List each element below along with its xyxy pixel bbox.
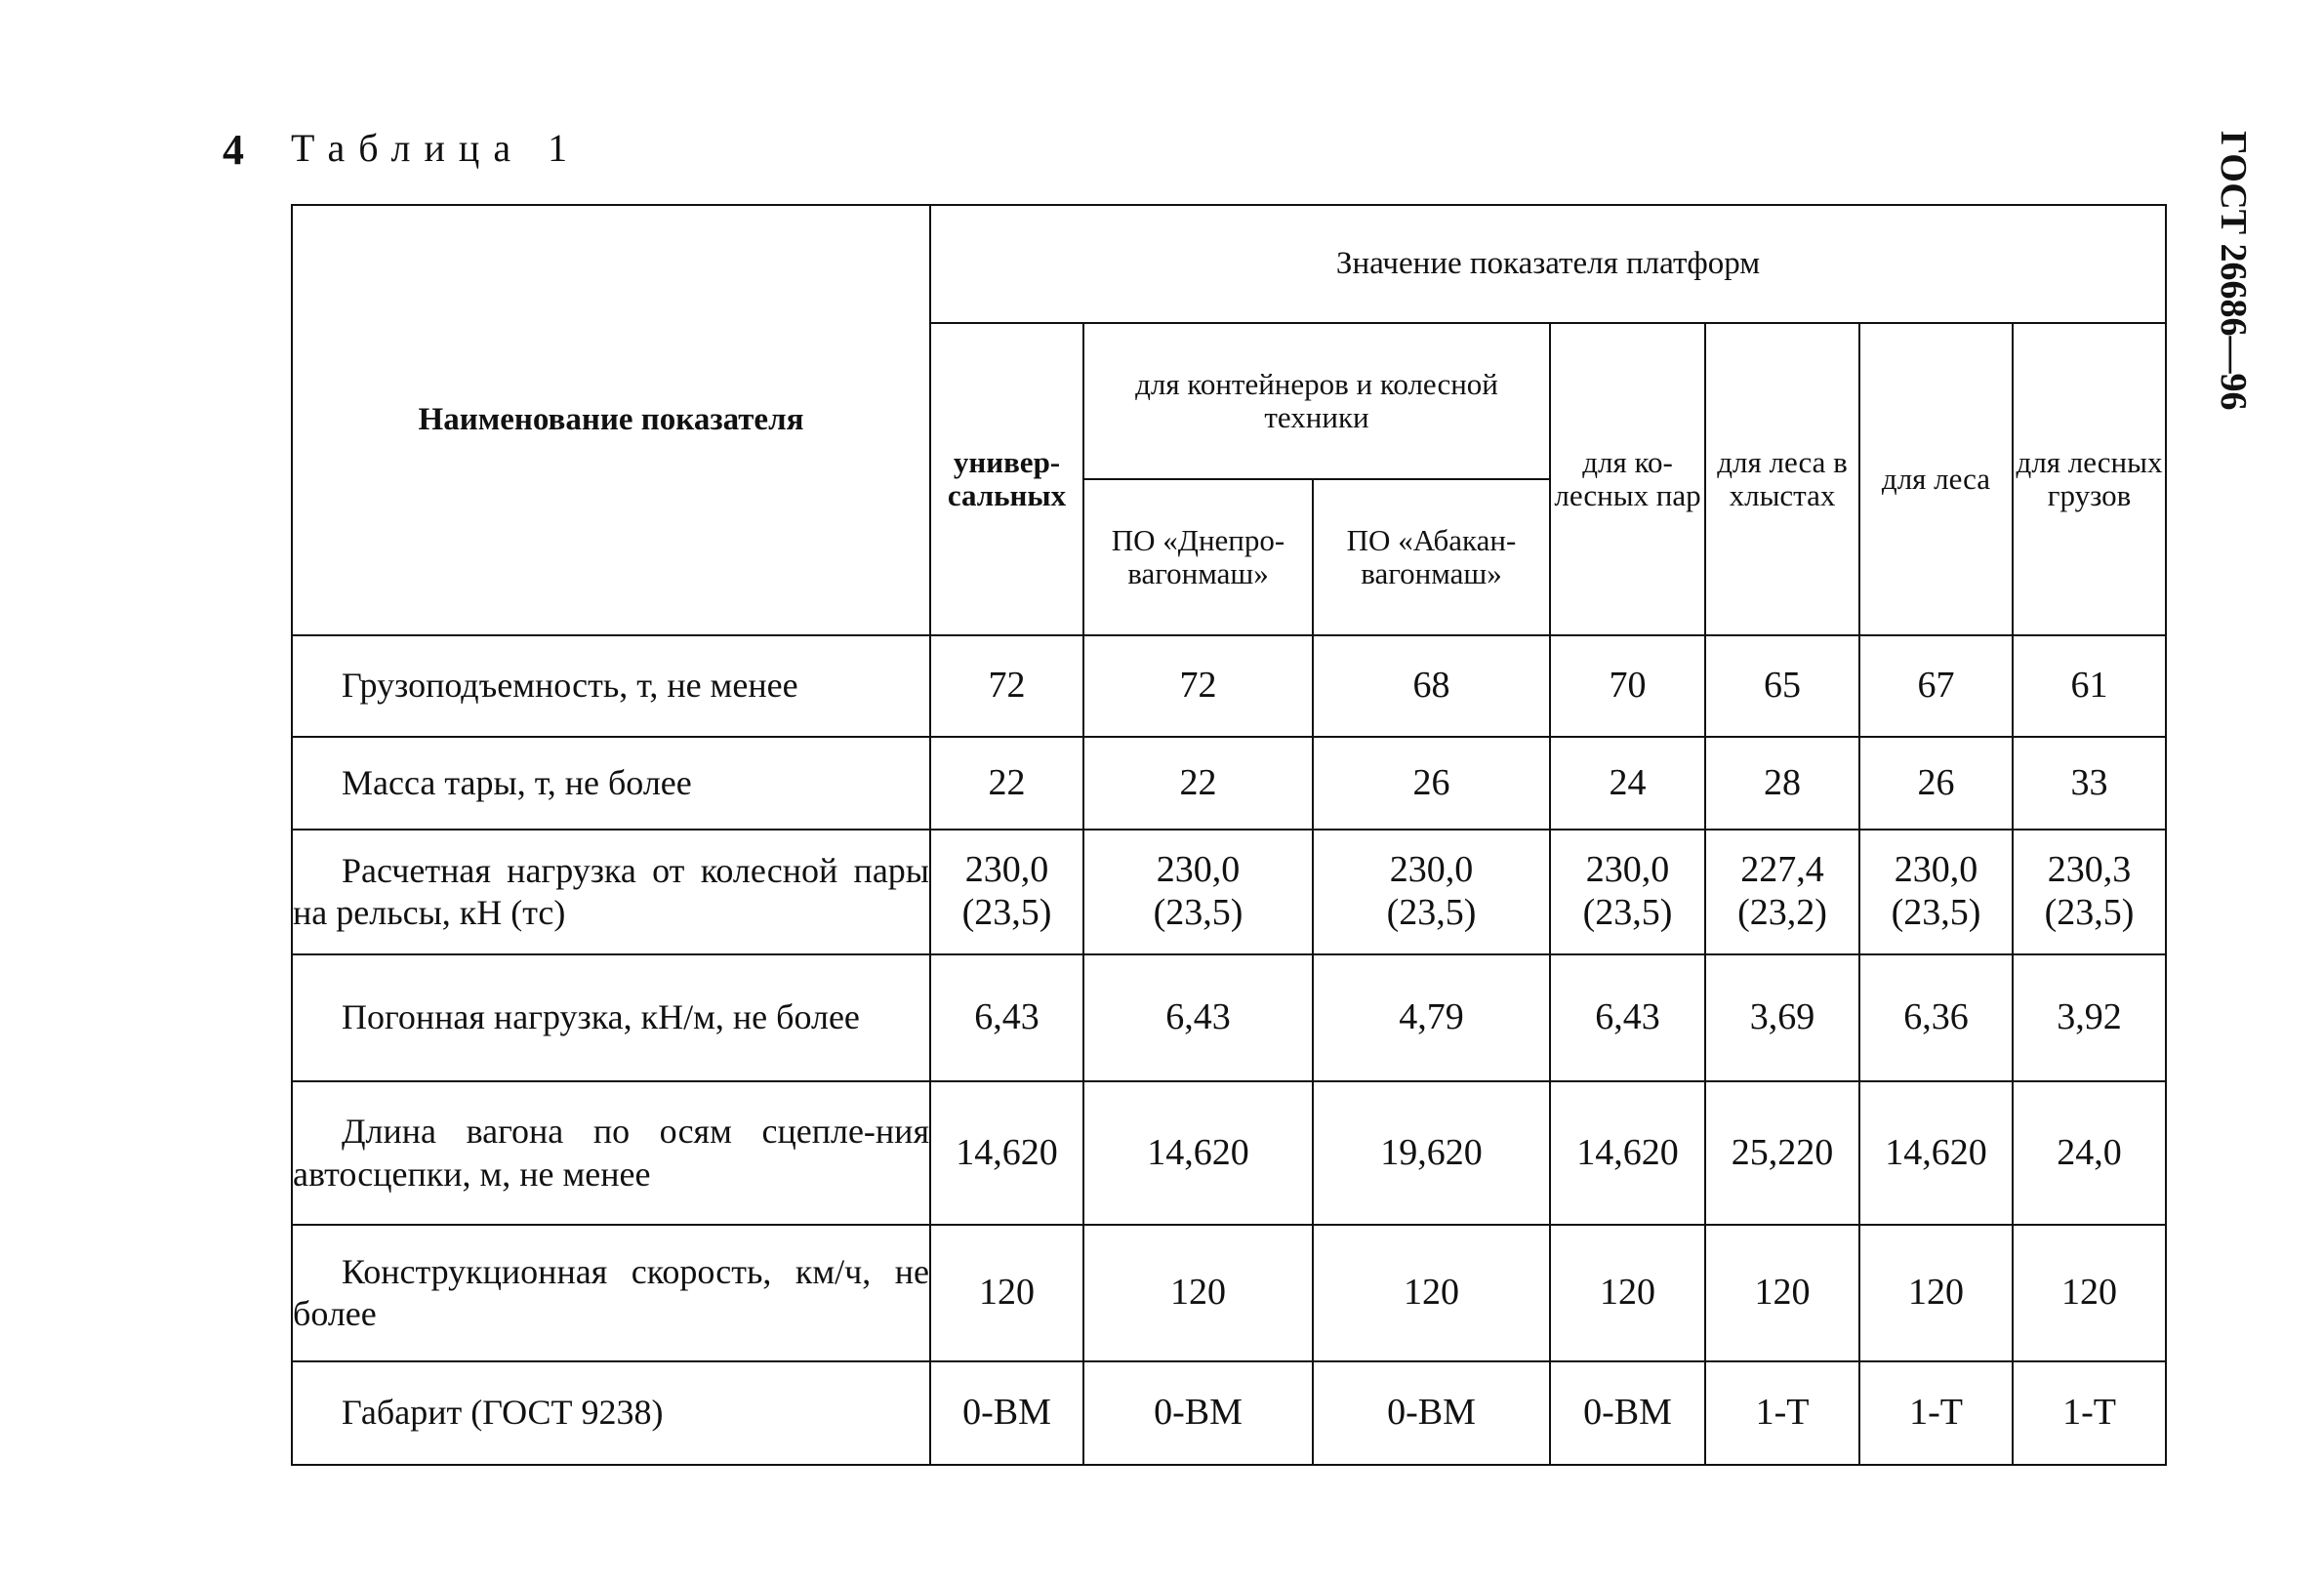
table-cell: 14,620 [930, 1081, 1083, 1225]
table-cell [1083, 830, 1313, 954]
table-cell: 14,620 [1083, 1081, 1313, 1225]
row-label-text: Длина вагона по осям сцепле-ния автосцепки, м, не менее [293, 1112, 929, 1194]
table-cell: 6,43 [930, 954, 1083, 1081]
table-cell: 0-ВМ [930, 1361, 1083, 1465]
table-cell: 0-ВМ [1550, 1361, 1705, 1465]
table-cell: 1-Т [2013, 1361, 2166, 1465]
cell-value-line: (23,5) [1386, 892, 1477, 933]
table-cell: 1-Т [1705, 1361, 1859, 1465]
table-row [292, 1081, 2166, 1225]
table-cell: 24 [1550, 737, 1705, 830]
cell-value-line: (23,5) [961, 892, 1052, 933]
row-label-text: Конструкционная скорость, км/ч, не более [293, 1251, 929, 1333]
table-cell: 26 [1859, 737, 2013, 830]
table-row [292, 1225, 2166, 1361]
header-forest-cargo: для лесных грузов [2013, 323, 2166, 635]
table-row [292, 737, 2166, 830]
table-cell [930, 830, 1083, 954]
header-whole-trees: для леса в хлыстах [1705, 323, 1859, 635]
table-cell: 0-ВМ [1083, 1361, 1313, 1465]
table-cell: 120 [930, 1225, 1083, 1361]
header-platform-values: Значение показателя платформ [930, 205, 2166, 323]
indicators-table [291, 204, 2167, 1466]
table-caption: Таблица 1 [291, 126, 582, 170]
table-cell [1550, 830, 1705, 954]
cell-value-line: (23,5) [2044, 892, 2135, 933]
cell-value-line: (23,5) [1582, 892, 1673, 933]
row-label [292, 737, 930, 830]
table-cell [1859, 830, 2013, 954]
table-cell [1705, 830, 1859, 954]
table-row [292, 830, 2166, 954]
header-dnepro: ПО «Днепро-вагонмаш» [1083, 479, 1313, 635]
cell-value-line: 227,4 [1740, 849, 1824, 891]
header-universal: универ-сальных [930, 323, 1083, 635]
table-cell: 72 [1083, 635, 1313, 737]
table-row [292, 1361, 2166, 1465]
row-label-text: Погонная нагрузка, кН/м, не более [342, 997, 860, 1037]
table-cell: 120 [1859, 1225, 2013, 1361]
header-wheelsets: для ко-лесных пар [1550, 323, 1705, 635]
table-cell: 22 [930, 737, 1083, 830]
table-cell: 120 [1313, 1225, 1550, 1361]
cell-value-line: 230,0 [1894, 849, 1978, 891]
table-header [292, 205, 2166, 635]
cell-value-line: 230,0 [1585, 849, 1670, 891]
table-cell: 19,620 [1313, 1081, 1550, 1225]
row-label [292, 635, 930, 737]
cell-value-line: (23,5) [1153, 892, 1244, 933]
table-cell: 6,36 [1859, 954, 2013, 1081]
table-cell: 33 [2013, 737, 2166, 830]
table-cell [1313, 830, 1550, 954]
cell-value-line: (23,2) [1737, 892, 1827, 933]
table-cell: 120 [2013, 1225, 2166, 1361]
row-label-text: Грузоподъемность, т, не менее [342, 666, 798, 706]
table-cell: 65 [1705, 635, 1859, 737]
table-cell: 24,0 [2013, 1081, 2166, 1225]
page-number: 4 [223, 126, 244, 174]
cell-value-line: 230,3 [2047, 849, 2132, 891]
table-row [292, 635, 2166, 737]
table-cell: 6,43 [1550, 954, 1705, 1081]
row-label [292, 1361, 930, 1465]
row-label [292, 1225, 930, 1361]
header-indicator-name: Наименование показателя [292, 205, 930, 635]
cell-value-line: 230,0 [1389, 849, 1474, 891]
standard-label-vertical [2196, 131, 2274, 424]
header-timber: для леса [1859, 323, 2013, 635]
row-label [292, 954, 930, 1081]
table-cell: 72 [930, 635, 1083, 737]
table-cell: 61 [2013, 635, 2166, 737]
row-label-text: Масса тары, т, не более [342, 762, 692, 802]
table-cell: 120 [1083, 1225, 1313, 1361]
header-containers-group: для контейнеров и колесной техники [1083, 323, 1550, 479]
header-abakan: ПО «Абакан-вагонмаш» [1313, 479, 1550, 635]
table-cell: 14,620 [1859, 1081, 2013, 1225]
table-cell: 120 [1705, 1225, 1859, 1361]
table-cell: 120 [1550, 1225, 1705, 1361]
table-cell: 14,620 [1550, 1081, 1705, 1225]
row-label-text: Расчетная нагрузка от колесной пары на рельсы, кН (тс) [293, 850, 929, 932]
table-cell: 25,220 [1705, 1081, 1859, 1225]
standard-label-text: ГОСТ 26686—96 [2213, 131, 2254, 411]
cell-value-line: 230,0 [1156, 849, 1241, 891]
table-cell: 26 [1313, 737, 1550, 830]
table-cell: 67 [1859, 635, 2013, 737]
table-row [292, 954, 2166, 1081]
table-body [292, 635, 2166, 1465]
table-cell: 70 [1550, 635, 1705, 737]
table-cell: 3,69 [1705, 954, 1859, 1081]
table-cell: 1-Т [1859, 1361, 2013, 1465]
row-label [292, 830, 930, 954]
cell-value-line: (23,5) [1891, 892, 1981, 933]
row-label-text: Габарит (ГОСТ 9238) [342, 1393, 664, 1433]
table-cell [2013, 830, 2166, 954]
table-cell: 22 [1083, 737, 1313, 830]
table-cell: 3,92 [2013, 954, 2166, 1081]
row-label [292, 1081, 930, 1225]
table-cell: 68 [1313, 635, 1550, 737]
cell-value-line: 230,0 [964, 849, 1049, 891]
table-cell: 4,79 [1313, 954, 1550, 1081]
table-cell: 28 [1705, 737, 1859, 830]
table-cell: 6,43 [1083, 954, 1313, 1081]
table-cell: 0-ВМ [1313, 1361, 1550, 1465]
